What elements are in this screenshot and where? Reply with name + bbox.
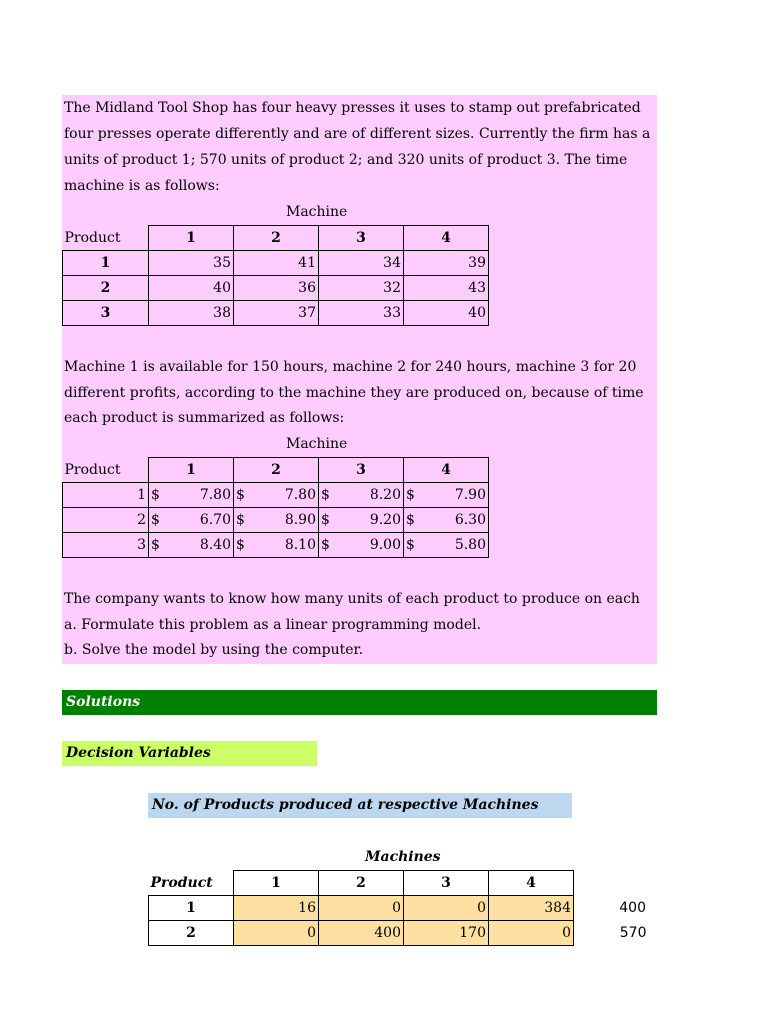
solutions-cell[interactable]: 384 <box>489 896 574 921</box>
profit-table-cell: $ 9.20 <box>321 512 401 528</box>
time-table-row-header: 3 <box>63 301 149 326</box>
time-table-cell: 33 <box>319 301 404 326</box>
profit-table-row-header: 3 <box>63 533 149 558</box>
profit-table-col-header: 4 <box>404 458 489 483</box>
problem-line-8: The company wants to know how many units of each product to produce on each <box>64 591 640 607</box>
solutions-row-header: 1 <box>149 896 234 921</box>
time-table-cell: 43 <box>404 276 489 301</box>
table-row <box>149 896 659 921</box>
table-row <box>63 508 489 533</box>
solutions-cell[interactable]: 16 <box>234 896 319 921</box>
time-table-cell: 40 <box>149 276 234 301</box>
table-row <box>63 276 489 301</box>
profit-table-col-header: 2 <box>234 458 319 483</box>
solutions-cell[interactable]: 0 <box>404 896 489 921</box>
solutions-header: Solutions <box>62 690 657 715</box>
time-table-col-header: 1 <box>149 226 234 251</box>
profit-table-col-header: 1 <box>149 458 234 483</box>
profit-table-cell: $ 7.80 <box>236 487 316 503</box>
problem-line-9: a. Formulate this problem as a linear programming model. <box>64 617 482 633</box>
solutions-cell[interactable]: 0 <box>319 896 404 921</box>
time-table-cell: 35 <box>149 251 234 276</box>
solutions-col-header: 2 <box>319 871 404 896</box>
solutions-table <box>148 870 659 946</box>
profit-table-col-header: 3 <box>319 458 404 483</box>
time-table <box>62 225 489 326</box>
profit-table-row-header: 1 <box>63 483 149 508</box>
time-table-machine-label: Machine <box>286 204 348 220</box>
solutions-row-header: 2 <box>149 921 234 946</box>
problem-line-10: b. Solve the model by using the computer. <box>64 642 364 658</box>
solutions-row-total: 570 <box>619 925 647 941</box>
solutions-col-header: 3 <box>404 871 489 896</box>
time-table-cell: 39 <box>404 251 489 276</box>
solutions-col-header: 4 <box>489 871 574 896</box>
table-row <box>63 483 489 508</box>
profit-table-machine-label: Machine <box>286 436 348 452</box>
time-table-cell: 34 <box>319 251 404 276</box>
solutions-product-label: Product <box>150 874 213 891</box>
problem-line-1: The Midland Tool Shop has four heavy presses it uses to stamp out prefabricated <box>64 100 641 116</box>
profit-table-row-header: 2 <box>63 508 149 533</box>
time-table-cell: 37 <box>234 301 319 326</box>
solutions-col-header: 1 <box>234 871 319 896</box>
solutions-cell[interactable]: 400 <box>319 921 404 946</box>
time-table-col-header: 4 <box>404 226 489 251</box>
profit-table-cell: $ 6.70 <box>151 512 231 528</box>
time-table-cell: 40 <box>404 301 489 326</box>
solutions-cell[interactable]: 0 <box>489 921 574 946</box>
profit-table-cell: $ 9.00 <box>321 537 401 553</box>
solutions-cell[interactable]: 170 <box>404 921 489 946</box>
profit-table-cell: $ 8.90 <box>236 512 316 528</box>
time-table-cell: 41 <box>234 251 319 276</box>
table-row <box>63 251 489 276</box>
time-table-row-header: 1 <box>63 251 149 276</box>
solutions-subheader: No. of Products produced at respective Machines <box>148 793 572 818</box>
solutions-cell[interactable]: 0 <box>234 921 319 946</box>
profit-table-cell: $ 6.30 <box>406 512 486 528</box>
problem-line-3: units of product 1; 570 units of product 2; and 320 units of product 3. The time <box>64 152 628 168</box>
problem-line-6: different profits, according to the machine they are produced on, because of time <box>64 385 644 401</box>
profit-table-cell: $ 5.80 <box>406 537 486 553</box>
time-table-row-header: 2 <box>63 276 149 301</box>
problem-line-7: each product is summarized as follows: <box>64 410 345 426</box>
time-table-col-header: 2 <box>234 226 319 251</box>
profit-table-product-label: Product <box>64 461 121 478</box>
table-row <box>63 301 489 326</box>
time-table-product-label: Product <box>64 229 121 246</box>
time-table-cell: 32 <box>319 276 404 301</box>
time-table-col-header: 3 <box>319 226 404 251</box>
time-table-cell: 38 <box>149 301 234 326</box>
profit-table-cell: $ 8.40 <box>151 537 231 553</box>
profit-table-cell: $ 7.90 <box>406 487 486 503</box>
profit-table-cell: $ 8.10 <box>236 537 316 553</box>
decision-variables-label: Decision Variables <box>62 741 317 766</box>
solutions-machines-label: Machines <box>365 849 441 865</box>
table-row <box>149 921 659 946</box>
profit-table <box>62 457 489 558</box>
profit-table-cell: $ 8.20 <box>321 487 401 503</box>
solutions-row-total: 400 <box>619 900 646 916</box>
profit-table-cell: $ 7.80 <box>151 487 231 503</box>
problem-line-2: four presses operate differently and are of different sizes. Currently the firm has a <box>64 126 651 142</box>
problem-line-5: Machine 1 is available for 150 hours, machine 2 for 240 hours, machine 3 for 20 <box>64 359 637 375</box>
time-table-cell: 36 <box>234 276 319 301</box>
table-row <box>63 533 489 558</box>
problem-line-4: machine is as follows: <box>64 178 220 194</box>
